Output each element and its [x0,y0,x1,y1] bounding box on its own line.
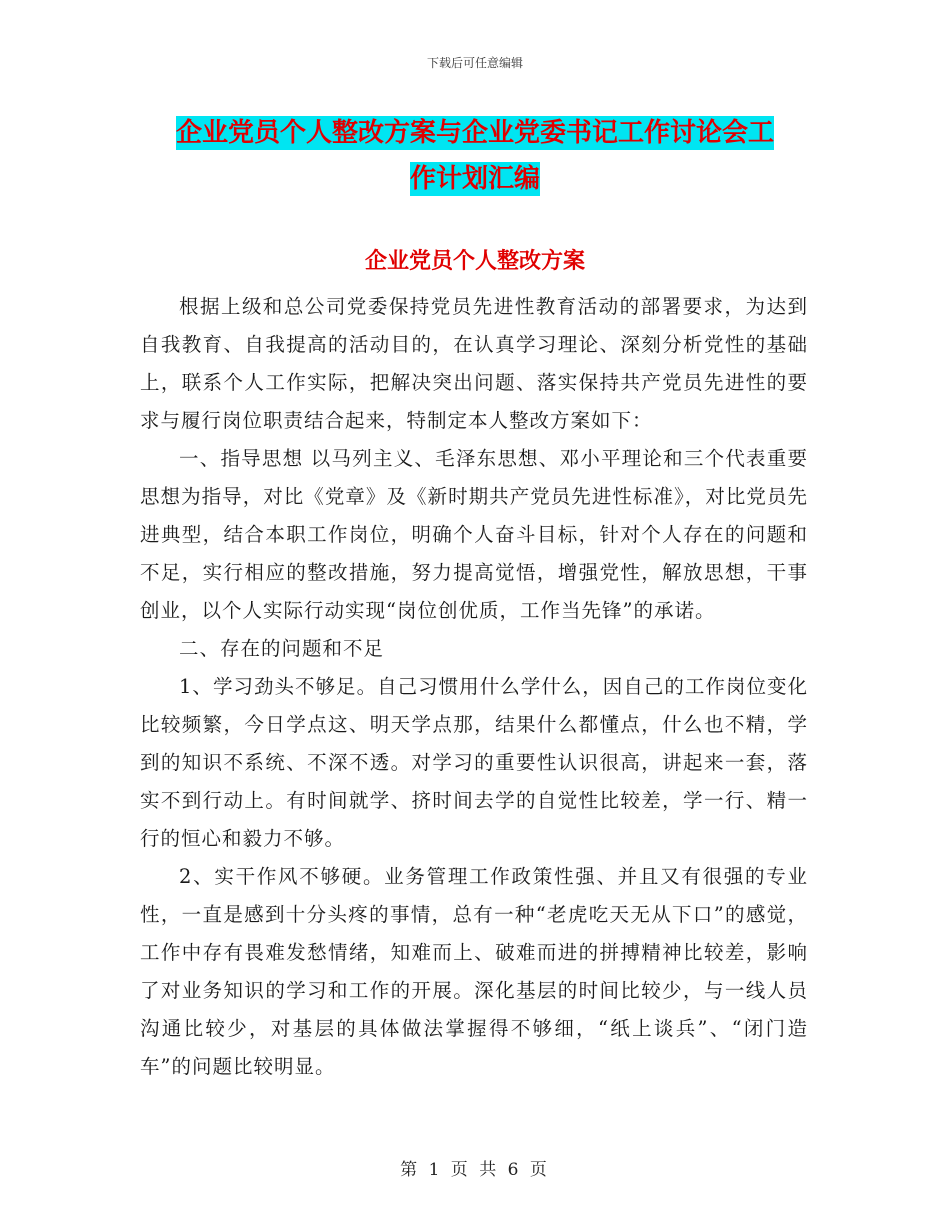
title-line-2 [0,156,950,202]
body-text [140,288,808,1086]
paragraph-problem-2: 2、实干作风不够硬。业务管理工作政策性强、并且又有很强的专业性，一直是感到十分头疼的事情，总有一种“老虎吃天无从下口”的感觉，工作中存有畏难发愁情绪，知难而上、破难而进的拼搏精神比较差，影响了对业务知识的学习和工作的开展。深化基层的时间比较少，与一线人员沟通比较少，对基层的具体做法掌握得不够细，“纸上谈兵”、“闭门造车”的问题比较明显。 [140,865,808,1078]
page-number-footer: 第 1 页 共 6 页 [400,1160,550,1180]
title-line-1 [0,110,950,156]
paragraph-problems-heading: 二、存在的问题和不足 [179,637,385,660]
paragraph-guiding-thought: 一、指导思想 以马列主义、毛泽东思想、邓小平理论和三个代表重要思想为指导，对比《党章》及《新时期共产党员先进性标准》，对比党员先进典型，结合本职工作岗位，明确个人奋斗目标，针对个人存在的问题和不足，实行相应的整改措施，努力提高觉悟，增强党性，解放思想，干事创业，以个人实际行动实现“岗位创优质，工作当先锋”的承诺。 [140,447,808,622]
paragraph-intro: 根据上级和总公司党委保持党员先进性教育活动的部署要求，为达到自我教育、自我提高的活动目的，在认真学习理论、深刻分析党性的基础上，联系个人工作实际，把解决突出问题、落实保持共产党员先进性的要求与履行岗位职责结合起来，特制定本人整改方案如下： [140,295,808,432]
document-title [0,110,950,202]
title-line-1-text: 企业党员个人整改方案与企业党委书记工作讨论会工 [175,118,774,148]
paragraph-problem-1: 1、学习劲头不够足。自己习惯用什么学什么，因自己的工作岗位变化比较频繁，今日学点这、明天学点那，结果什么都懂点，什么也不精，学到的知识不系统、不深不透。对学习的重要性认识很高，讲起来一套，落实不到行动上。有时间就学、挤时间去学的自觉性比较差，学一行、精一行的恒心和毅力不够。 [140,675,808,850]
header-note: 下载后可任意编辑 [426,56,523,70]
section-title: 企业党员个人整改方案 [364,249,585,274]
title-line-2-text: 作计划汇编 [409,164,540,194]
